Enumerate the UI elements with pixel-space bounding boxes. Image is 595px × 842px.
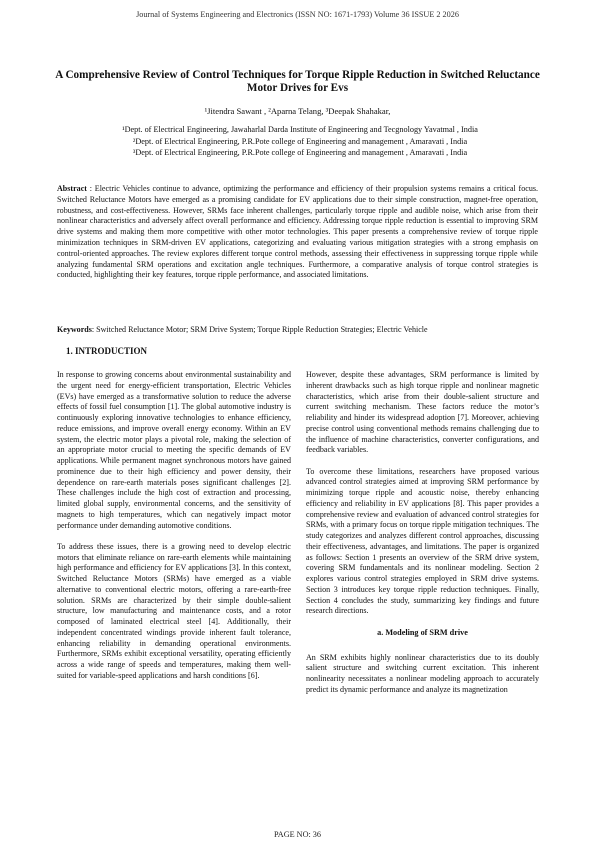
paragraph: To address these issues, there is a growing need to develop electric motors that eliminate reliance on rare-earth elements while maintaining high performance and efficiency for EV applications [3]. In this context, Switched Reluctance Motors (SRMs) have emerged as a viable alternative to conventional electric motors, offering a rare-earth-free solution. SRMs are characterized by their simple double-salient structure, low manufacturing and maintenance costs, and a rotor composed of laminated electrical steel [4]. Additionally, their independent concentrated windings provide inherent fault tolerance, enhancing reliability in demanding operational environments. Furthermore, SRMs exhibit exceptional versatility, operating efficiently across a wide range of speeds and temperatures, making them well-suited for variable-speed applications and harsh conditions [6]. [57, 541, 291, 680]
keywords-label: Keywords [57, 325, 92, 334]
paragraph: However, despite these advantages, SRM performance is limited by inherent drawbacks such as high torque ripple and nonlinear magnetic characteristics, which arise from their double-salient structure and current switching mechanism. These factors reduce the motor’s reliability and hinder its widespread adoption [7]. Moreover, achieving precise control using conventional methods remains challenging due to the influence of machine characteristics, converter configurations, and feedback variables. [306, 370, 539, 455]
subsection-heading-modeling: a. Modeling of SRM drive [377, 627, 468, 637]
keywords-text: : Switched Reluctance Motor; SRM Drive System; Torque Ripple Reduction Strategies; Electric Vehicle [91, 325, 428, 334]
affiliation-2: ²Dept. of Electrical Engineering, P.R.Pote college of Engineering and management , Amaravati , India [132, 136, 468, 146]
paragraph: In response to growing concerns about environmental sustainability and the urgent need for energy-efficient transportation, Electric Vehicles (EVs) have emerged as a transformative solution to reduce the adverse effects of fossil fuel consumption [1]. The global automotive industry is continuously exploring innovative technologies to enhance efficiency, reduce emissions, and improve overall energy economy. Within an EV system, the electric motor plays a pivotal role, making the selection of an appropriate motor crucial to meeting the specific demands of EV applications. While permanent magnet synchronous motors have gained prominence due to their high efficiency and power density, their dependence on rare-earth materials poses significant challenges [2]. These challenges include the high cost of extraction and processing, limited global supply, environmental concerns, and the sensitivity of magnets to high temperatures, which can negatively impact motor performance under demanding automotive conditions. [57, 370, 291, 530]
affiliation-1: ¹Dept. of Electrical Engineering, Jawaharlal Darda Institute of Engineering and Tecgnology Yavatmal , India [122, 125, 478, 134]
keywords [57, 325, 538, 336]
paper-title: A Comprehensive Review of Control Techniques for Torque Ripple Reduction in Switched Reluctance Motor Drives for Evs [55, 69, 540, 94]
abstract-text: : Electric Vehicles continue to advance, optimizing the performance and efficiency of their propulsion systems remains a critical focus. Switched Reluctance Motors have emerged as a promising candidate for EV applications due to their simple construction, magnet-free operation, robustness, and cost-effectiveness. However, SRMs face inherent challenges, particularly torque ripple and audible noise, which arise from their nonlinear characteristics and adversely affect overall performance and efficiency. Addressing torque ripple reduction is essential to improving SRM drive systems and making them more competitive with other motor technologies. This paper presents a comprehensive review of torque ripple minimization techniques in SRM-driven EV applications, categorizing and evaluating various mitigation strategies with a strong emphasis on control-oriented approaches. The review explores different torque control methods, assessing their effectiveness in suppressing torque ripple while analyzing fundamental SRM operations and excitation angle techniques. Furthermore, a comparative analysis of torque control strategies is conducted, highlighting their key features, torque ripple performance, and associated limitations. [57, 184, 538, 280]
paragraph: An SRM exhibits highly nonlinear characteristics due to its doubly salient structure and switching current excitation. This inherent nonlinearity necessitates a nonlinear modeling approach to accurately predict its dynamic performance and analyze its magnetization [306, 652, 539, 694]
left-column [57, 370, 291, 692]
affiliation-3: ³Dept. of Electrical Engineering, P.R.Pote college of Engineering and management , Amaravati , India [132, 148, 468, 157]
journal-header: Journal of Systems Engineering and Electronics (ISSN NO: 1671-1793) Volume 36 ISSUE 2 2026 [136, 10, 459, 19]
paragraph: To overcome these limitations, researchers have proposed various advanced control strategies aimed at improving SRM performance by minimizing torque ripple and acoustic noise, thereby enhancing efficiency and reliability in EV applications [8]. This paper provides a comprehensive review and evaluation of advanced control strategies for SRMs, with a primary focus on torque ripple mitigation techniques. The study categorizes and analyzes different control approaches, discussing their effectiveness, advantages, and limitations. The paper is organized as follows: Section 1 presents an overview of the SRM drive system, covering SRM fundamentals and its nonlinear modeling. Section 2 explores various control strategies employed in SRM drive systems. Section 3 introduces key torque ripple reduction techniques. Finally, Section 4 concludes the study, summarizing key findings and future research directions. [306, 466, 539, 616]
section-heading-introduction: 1. INTRODUCTION [66, 346, 148, 356]
abstract [57, 184, 538, 281]
affiliations [60, 124, 540, 159]
right-column [306, 370, 539, 706]
abstract-label: Abstract [57, 184, 87, 193]
author-list: ¹Jitendra Sawant , ²Aparna Telang, ³Deepak Shahakar, [204, 106, 391, 116]
page-number: PAGE NO: 36 [273, 830, 321, 839]
